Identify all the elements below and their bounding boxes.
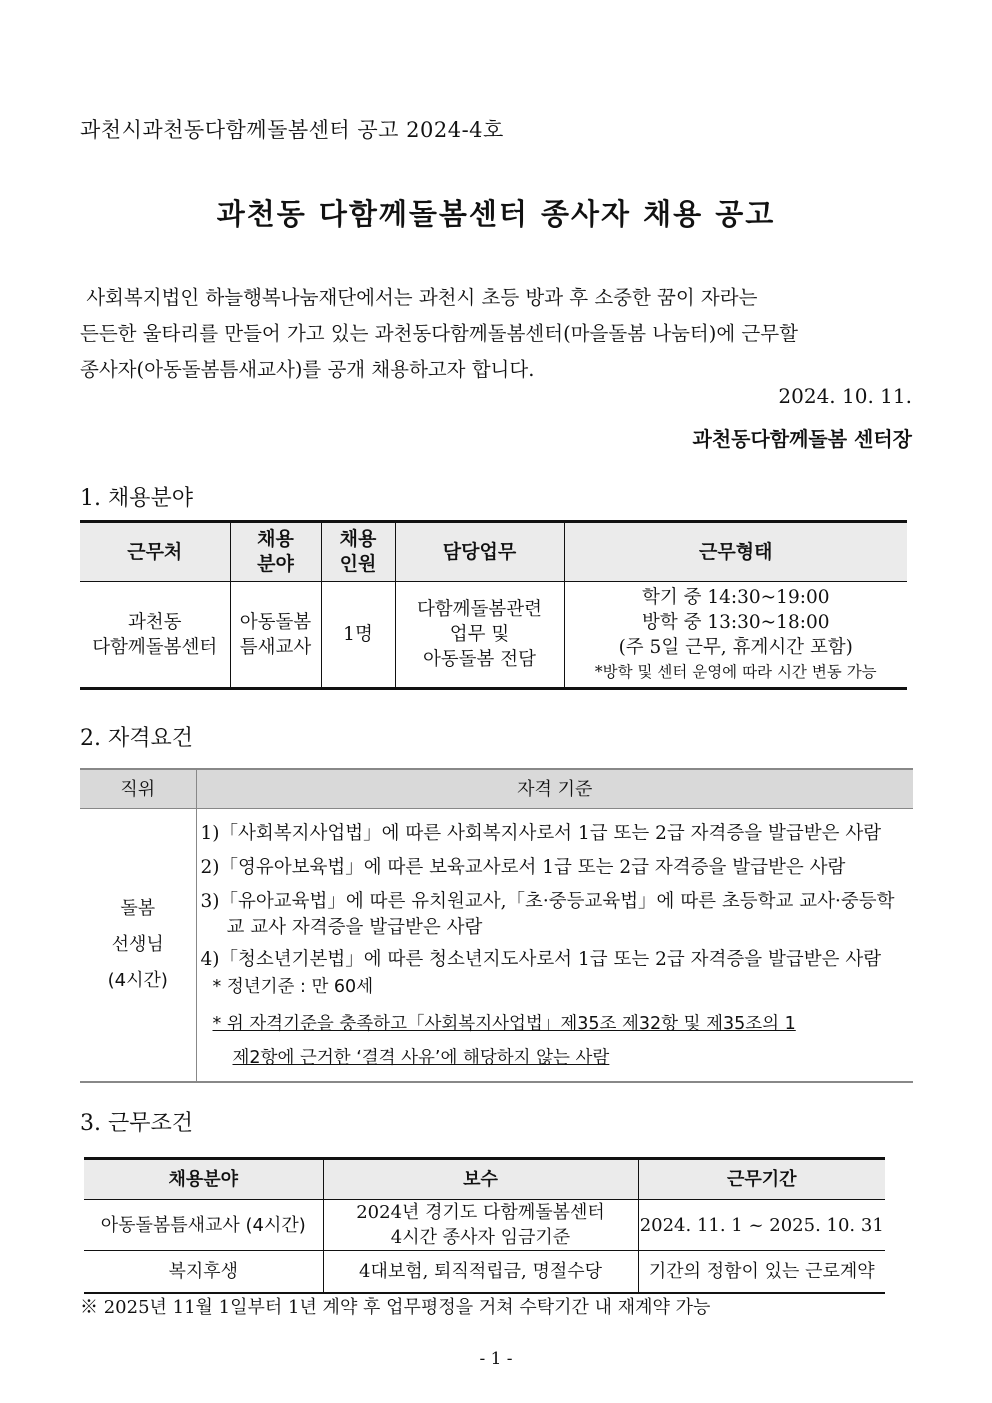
header-workplace: 근무처 [80,522,230,582]
disqualification-note-cont: 제2항에 근거한 ‘결격 사유’에 해당하지 않는 사람 [232,1048,610,1068]
notice-date: 2024. 10. 11. [778,384,912,408]
renewal-footnote: ※ 2025년 11월 1일부터 1년 계약 후 업무평정을 거쳐 수탁기간 내 재계약 가능 [80,1297,711,1318]
qualification-item: 2)「영유아보육법」에 따른 보육교사로서 1급 또는 2급 자격증을 발급받은 사람 [200,857,846,878]
recruit-field-table [80,520,907,690]
table-row [80,582,907,689]
cell-benefits: 4대보험, 퇴직적립금, 명절수당 [323,1251,638,1294]
cell-pay: 2024년 경기도 다함께돌봄센터 4시간 종사자 임금기준 [323,1200,638,1251]
cell-contract: 기간의 정함이 있는 근로계약 [638,1251,885,1294]
header-criteria: 자격 기준 [196,769,913,809]
table-row [80,809,913,1083]
section-heading-work-conditions: 3. 근무조건 [80,1111,193,1136]
cell-period: 2024. 11. 1 ~ 2025. 10. 31 [638,1200,885,1251]
cell-count: 1명 [321,582,395,689]
header-field: 채용 분야 [230,522,321,582]
cell-welfare: 복지후생 [84,1251,323,1294]
disqualification-note: * 위 자격기준을 충족하고「사회복지사업법」제35조 제32항 및 제35조의 1 [212,1014,796,1034]
qualification-item: 4)「청소년기본법」에 따른 청소년지도사로서 1급 또는 2급 자격증을 발급받은 사람 [200,949,882,970]
header-period: 근무기간 [638,1159,885,1200]
qualification-item: 3)「유아교육법」에 따른 유치원교사,「초·중등교육법」에 따른 초등학교 교사·중등학교 교사 자격증을 발급받은 사람 [200,891,895,938]
document-title: 과천동 다함께돌봄센터 종사자 채용 공고 [216,197,776,231]
intro-paragraph [80,280,912,388]
table-row [84,1200,885,1251]
intro-line: 종사자(아동돌봄틈새교사)를 공개 채용하고자 합니다. [80,358,535,381]
section-heading-recruit-field: 1. 채용분야 [80,486,193,511]
cell-criteria [196,809,913,1083]
section-heading-qualification: 2. 자격요건 [80,726,193,751]
header-duty: 담당업무 [395,522,564,582]
header-position: 직위 [80,769,196,809]
cell-workplace: 과천동 다함께돌봄센터 [80,582,230,689]
cell-position: 돌봄 선생님 (4시간) [80,809,196,1083]
cell-recruit-field: 아동돌봄틈새교사 (4시간) [84,1200,323,1251]
header-work-type: 근무형태 [564,522,907,582]
header-recruit-field: 채용분야 [84,1159,323,1200]
qualification-table [80,768,913,1083]
work-conditions-table [84,1157,885,1294]
table-row [84,1251,885,1294]
cell-duty: 다함께돌봄관련 업무 및 아동돌봄 전담 [395,582,564,689]
header-pay: 보수 [323,1159,638,1200]
signer: 과천동다함께돌봄 센터장 [692,427,912,451]
cell-work-type: 학기 중 14:30~19:00 방학 중 13:30~18:00 (주 5일 근무, 휴게시간 포함) *방학 및 센터 운영에 따라 시간 변동 가능 [564,582,907,689]
intro-line: 든든한 울타리를 만들어 가고 있는 과천동다함께돌봄센터(마을돌봄 나눔터)에 근무할 [80,322,798,345]
page-number: - 1 - [479,1349,513,1369]
notice-number: 과천시과천동다함께돌봄센터 공고 2024-4호 [80,118,504,142]
qualification-item: 1)「사회복지사업법」에 따른 사회복지사로서 1급 또는 2급 자격증을 발급받은 사람 [200,823,882,844]
cell-field: 아동돌봄 틈새교사 [230,582,321,689]
header-count: 채용 인원 [321,522,395,582]
intro-line: 사회복지법인 하늘행복나눔재단에서는 과천시 초등 방과 후 소중한 꿈이 자라는 [80,286,758,309]
retirement-note: * 정년기준 : 만 60세 [212,977,374,997]
